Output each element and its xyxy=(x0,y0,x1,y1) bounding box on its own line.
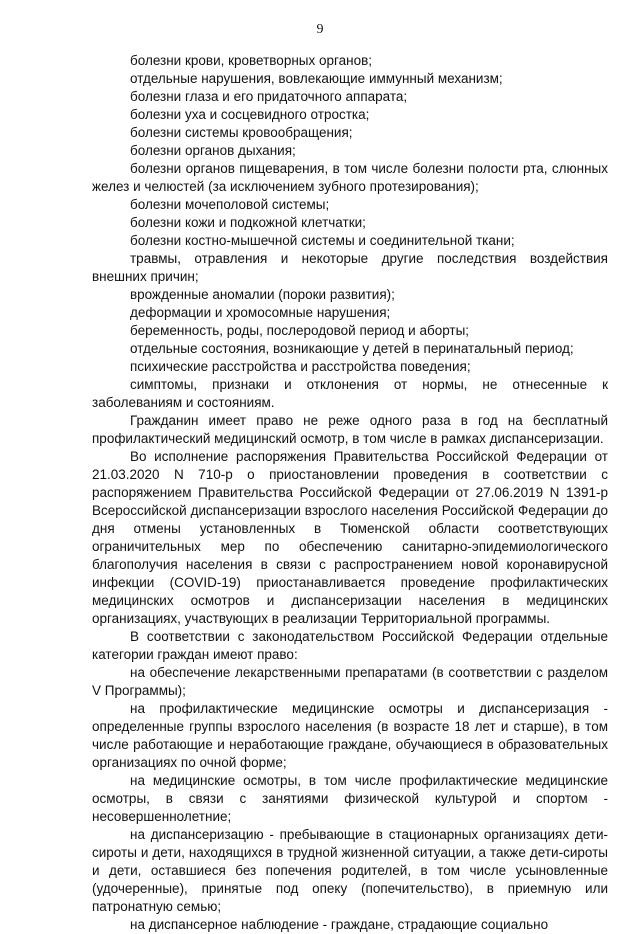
paragraph: болезни мочеполовой системы; xyxy=(130,197,330,212)
paragraph: на диспансерное наблюдение - граждане, страдающие социально xyxy=(130,917,549,932)
paragraph: на медицинские осмотры, в том числе профилактические медицинские осмотры, в связи с занятиями физической культурой и спортом - несовершеннолетние; xyxy=(92,773,608,824)
paragraph: травмы, отравления и некоторые другие последствия воздействия внешних причин; xyxy=(92,251,608,284)
paragraph: отдельные состояния, возникающие у детей в перинатальный период; xyxy=(130,341,574,356)
paragraph: болезни костно-мышечной системы и соединительной ткани; xyxy=(130,233,515,248)
paragraph: беременность, роды, послеродовой период и аборты; xyxy=(130,323,470,338)
paragraph: болезни органов пищеварения, в том числе болезни полости рта, слюнных желез и челюстей (за исключением зубного протезирования); xyxy=(92,161,608,194)
paragraph: врожденные аномалии (пороки развития); xyxy=(130,287,395,302)
paragraph: Во исполнение распоряжения Правительства Российской Федерации от 21.03.2020 N 710-р о приостановлении проведения в соответствии с распоряжением Правительства Российской Федерации от 27.06.2019 N 1391-р Всероссийской диспансеризации взрослого населения Российской Федерации до дня отмены установленных в Тюменской области соответствующих ограничительных мер по обеспечению санитарно-эпидемиологического благополучия населения в связи с распространением новой коронавирусной инфекции (COVID-19) приостанавливается проведение профилактических медицинских осмотров и диспансеризации населения в медицинских организациях, участвующих в реализации Территориальной программы. xyxy=(92,449,608,626)
paragraph: на обеспечение лекарственными препаратами (в соответствии с разделом V Программы); xyxy=(92,665,608,698)
paragraph: отдельные нарушения, вовлекающие иммунный механизм; xyxy=(130,71,503,86)
paragraph: психические расстройства и расстройства поведения; xyxy=(130,359,471,374)
paragraph: деформации и хромосомные нарушения; xyxy=(130,305,391,320)
paragraph: на диспансеризацию - пребывающие в стационарных организациях дети-сироты и дети, находящихся в трудной жизненной ситуации, а также дети-сироты и дети, оставшиеся без попечения родителей, в том числе усыновленные (удочеренные), принятые под опеку (попечительство), в приемную или патронатную семью; xyxy=(92,827,608,914)
paragraph: болезни кожи и подкожной клетчатки; xyxy=(130,215,366,230)
paragraph: на профилактические медицинские осмотры и диспансеризация - определенные группы взрослого населения (в возрасте 18 лет и старше), в том числе работающие и неработающие граждане, обучающиеся в образовательных организациях по очной форме; xyxy=(92,701,608,770)
paragraph: В соответствии с законодательством Российской Федерации отдельные категории граждан имеют право: xyxy=(92,629,608,662)
page-number: 9 xyxy=(316,22,324,37)
paragraph: Гражданин имеет право не реже одного раза в год на бесплатный профилактический медицинский осмотр, в том числе в рамках диспансеризации. xyxy=(92,413,608,446)
paragraph: болезни глаза и его придаточного аппарата; xyxy=(130,89,408,104)
paragraph: болезни крови, кроветворных органов; xyxy=(130,53,373,68)
paragraph: болезни уха и сосцевидного отростка; xyxy=(130,107,370,122)
paragraph: симптомы, признаки и отклонения от нормы, не отнесенные к заболеваниям и состояниям. xyxy=(92,377,608,410)
paragraph: болезни органов дыхания; xyxy=(130,143,296,158)
paragraph: болезни системы кровообращения; xyxy=(130,125,353,140)
document-body xyxy=(92,52,608,934)
